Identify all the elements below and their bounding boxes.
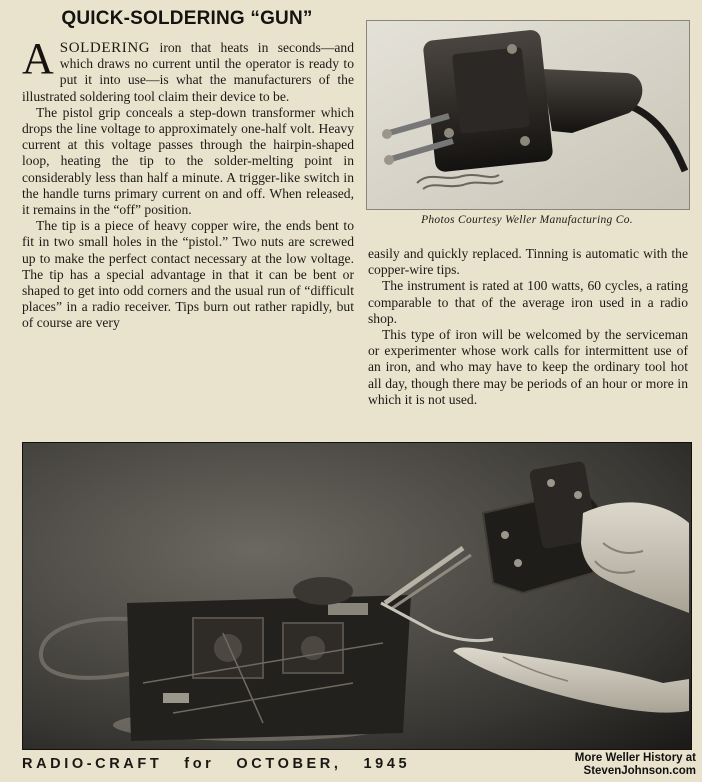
- footer-year: 1945: [363, 756, 411, 772]
- article-title: QUICK-SOLDERING “GUN”: [61, 8, 313, 29]
- link-line-1: More Weller History at: [574, 752, 696, 764]
- footer-month: OCTOBER,: [236, 756, 342, 772]
- lead-paragraph: [22, 40, 354, 105]
- link-line-2: StevenJohnson.com: [583, 765, 696, 777]
- paragraph-replaced: easily and quickly replaced. Tinning is automatic with the copper-wire tips.: [368, 246, 688, 278]
- lead-text: iron that heats in seconds—and which draws no current until the operator is ready to put it into use—is what the manufacturers of the illustrated soldering tool claim their device to be.: [22, 40, 354, 104]
- paragraph-serviceman: This type of iron will be welcomed by the serviceman or experimenter whose work calls for intermittent use of an iron, and who may have to keep the ordinary tool hot all day, though there may be periods of an hour or more in which it is not used.: [368, 327, 688, 407]
- photo-gun-in-use: [22, 442, 692, 750]
- article-column-left: [22, 40, 354, 432]
- footer-for: for: [184, 756, 215, 772]
- photo-soldering-gun: [366, 20, 690, 210]
- paragraph-tip: The tip is a piece of heavy copper wire, the ends bent to fit in two small holes in the “pistol.” Two nuts are screwed up to make the perfect contact necessary at the low voltage. The tip has a special advantage in that it can be bent or shaped to get into odd corners and the usual run of “difficult places” in a radio receiver. Tips burn out rather rapidly, but of course are very: [22, 218, 354, 331]
- paragraph-transformer: The pistol grip conceals a step-down transformer which drops the line voltage to approximately one-half volt. Heavy current at this voltage passes through the hairpin-shaped loop, heating the tip to the solder-melting point in considerably less than half a minute. A trigger-like switch in the handle turns primary current on and off. When released, it remains in the “off” position.: [22, 104, 354, 218]
- drop-cap: A: [22, 40, 54, 83]
- paragraph-rating: The instrument is rated at 100 watts, 60 cycles, a rating comparable to that of the average iron used in a radio shop.: [368, 278, 688, 326]
- lead-word: SOLDERING: [59, 40, 151, 56]
- photo-caption: Photos Courtesy Weller Manufacturing Co.: [421, 214, 633, 226]
- article-column-right: [368, 246, 688, 432]
- footer-magazine-name: RADIO-CRAFT: [22, 756, 163, 772]
- magazine-footer: [22, 756, 482, 778]
- weller-history-link[interactable]: [520, 752, 696, 780]
